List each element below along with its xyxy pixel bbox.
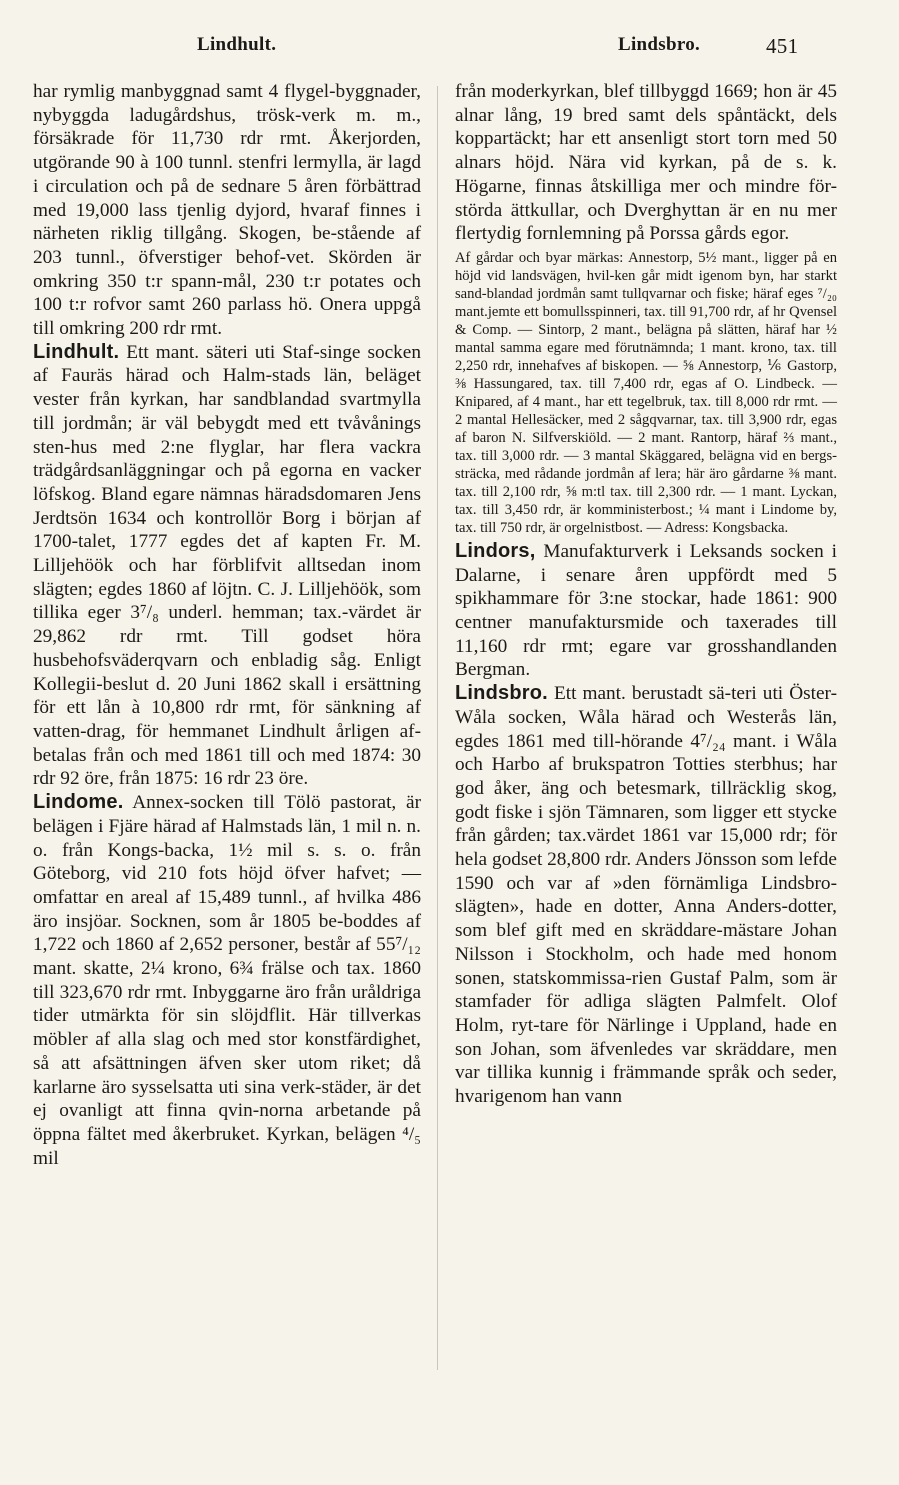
paragraph-continuation-right: från moderkyrkan, blef tillbyggd 1669; hon är 45 alnar lång, 19 bred samt dels spåntäckt, dels koppartäckt; har ett ansenligt stort torn med 50 alnars höjd. Nära vid kyrkan, på de s. k. Högarne, finnas åtskilliga mer och mindre för-störda ättkullar, och Dverghyttan är en nu mer flertydig fornlemning på Porssa gårds egor.: [455, 81, 837, 245]
entry-lindhult: [33, 341, 421, 791]
left-column: [33, 80, 421, 1170]
column-divider: [437, 86, 438, 1370]
right-column: [455, 80, 837, 1109]
entry-lindsbro: [455, 682, 837, 1109]
farms-and-villages-note: Af gårdar och byar märkas: Annestorp, 5½ mant., ligger på en höjd vid landsvägen, hvil-ken går midt igenom byn, har starkt sand-blandad jordmån samt tullqvarnar och fiske; häraf eges ⁷/₂₀ mant.jemte ett bomullsspinneri, tax. till 91,700 rdr, af hr Qvensel & Comp. — Sintorp, 2 mant., belägna på slätten, häraf har ½ mantal samma egare med förutnämnda; 1 mant. krono, tax. till 2,250 rdr, innehafves af biskopen. — ⅝ Annestorp, ⅙ Gastorp, ⅜ Hassungared, tax. till 7,400 rdr, egas af O. Lindbeck. — Knipared, af 4 mant., har ett tegelbruk, tax. till 8,000 rdr rmt. — 2 mantal Hellesäcker, med 2 sågqvarnar, tax. till 3,900 rdr, egas af baron N. Silfverskiöld. — 2 mant. Rantorp, häraf ⅔ mant., tax. till 3,000 rdr. — 3 mantal Skäggared, belägna vid en bergs-sträcka, med rådande jordmån af lera; här äro gårdarne ⅜ mant. tax. till 2,100 rdr, ⅝ m:tl tax. till 2,300 rdr. — 1 mant. Lyckan, tax. till 3,450 rdr, är komministerbost.; ¼ mant i Lindome by, tax. till 750 rdr, är orgelnistbost. — Adress: Kongsbacka.: [455, 249, 837, 536]
entry-heading-lindsbro: Lindsbro.: [455, 682, 548, 705]
entry-text-lindors: Manufakturverk i Leksands socken i Dalarne, i senare åren uppfördt med 5 spikhammare för 3:ne stockar, hade 1861: 900 centner manufaktursmide och taxerades till 11,160 rdr rmt; egare var grosshandlanden Bergman.: [455, 540, 837, 681]
entry-heading-lindome: Lindome.: [33, 791, 124, 814]
entry-lindors: [455, 540, 837, 682]
right-running-title: Lindsbro.: [618, 34, 701, 55]
entry-heading-lindors: Lindors,: [455, 539, 536, 562]
page-number: 451: [766, 34, 799, 58]
entry-heading-lindhult: Lindhult.: [33, 340, 120, 363]
running-header: [0, 34, 899, 68]
left-running-title: Lindhult.: [197, 34, 277, 55]
entry-text-lindhult: Ett mant. säteri uti Staf-singe socken af Fauräs härad och Halm-stads län, beläget vester från kyrkan, har sandblandad svartmylla till jordmån; är väl bebygdt med ett tvåvånings sten-hus med 2:ne flyglar, har flera vackra trädgårdsanläggningar och på egorna en vacker löfskog. Bland egare nämnas häradsdomaren Jens Jerdtsön 1634 och kontrollör Borg i början af 1700-talet, 1777 egdes det af kapten Fr. M. Lilljehöök och har förblifvit alltsedan inom slägten; egdes 1860 af löjtn. C. J. Lilljehöök, som tillika eger 3⁷/₈ underl. hemman; tax.-värdet är 29,862 rdr rmt. Till godset höra husbehofsväderqvarn och enbladig såg. Enligt Kollegii-beslut d. 20 Juni 1862 skall i ersättning för ett lån à 10,800 rdr rmt, för sänkning af vatten-drag, för hemmanet Lindhult årligen af-betalas från och med 1861 till och med 1874: 30 rdr 92 öre, från 1875: 16 rdr 23 öre.: [33, 341, 421, 790]
entry-text-lindome: Annex-socken till Tölö pastorat, är belägen i Fjäre härad af Halmstads län, 1 mil n. n. o. från Kongs-backa, 1½ mil s. s. o. från Göteborg, vid 210 fots höjd öfver hafvet; — omfattar en areal af 15,489 tunnl., af hvilka 486 äro insjöar. Socknen, som år 1805 be-boddes af 1,722 och 1860 af 2,652 personer, består af 55⁷/₁₂ mant. skatte, 2¼ krono, 6¾ frälse och tax. 1860 till 323,670 rdr rmt. Inbyggarne äro från uråldriga tider utmärkta för sin slöjdflit. Här tillverkas möbler af alla slag och med stor konstfärdighet, så att afsättningen äfven sker utom riket; då karlarne äro sysselsatta uti sina verk-städer, är det ej ovanligt att finna qvin-norna arbetande på öppna fältet med åkerbruket. Kyrkan, belägen ⁴/₅ mil: [33, 792, 421, 1169]
entry-text-lindsbro: Ett mant. berustadt sä-teri uti Öster-Wåla socken, Wåla härad och Westerås län, egdes 1861 med till-hörande 4⁷/₂₄ mant. i Wåla och Harbo af brukspatron Totties sterbhus; har god åker, äng och betesmark, tillräcklig skog, godt fiske i sjön Tämnaren, som ligger ett stycke från gården; tax.värdet 1861 var 15,000 rdr; för hela godset 28,800 rdr. Anders Jönsson som lefde 1590 och var af »den förnämliga Lindsbro-slägten», hade en dotter, Anna Anders-dotter, som blef gift med en skräddare-mästare Johan Nilsson i Stockholm, och hade med honom sonen, statskommissa-rien Gustaf Palm, som är stamfader för adliga slägten Palmfelt. Olof Holm, ryt-tare för Närlinge i Uppland, hade en son Johan, som äfvenledes var skräddare, men var tillika kunnig i främmande språk och seder, hvarigenom han vann: [455, 683, 837, 1108]
paragraph-continuation: har rymlig manbyggnad samt 4 flygel-byggnader, nybyggda ladugårdshus, trösk-verk m. m., försäkrade för 11,730 rdr rmt. Åkerjorden, utgörande 90 à 100 tunnl. stenfri lermylla, är lagd i circulation och på de sednare 5 åren förbättrad med 19,000 lass tjenlig dyjord, hvaraf finnes i närheten riklig tillgång. Skogen, be-stående af 203 tunnl., öfverstiger behof-vet. Skörden är omkring 350 t:r spann-mål, 230 t:r potates och 100 t:r rofvor samt 260 parlass hö. Onera uppgå till omkring 200 rdr rmt.: [33, 81, 421, 340]
entry-lindome: [33, 791, 421, 1170]
